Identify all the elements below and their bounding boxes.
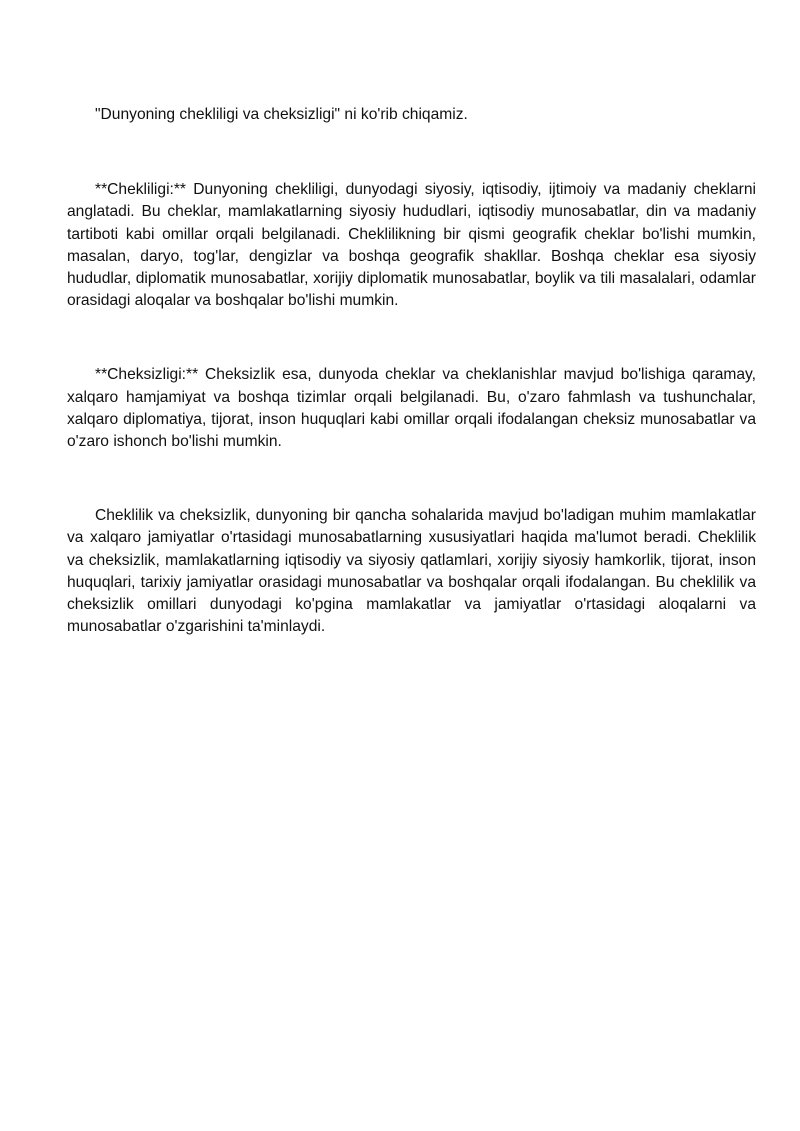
intro-line: "Dunyoning chekliligi va cheksizligi" ni ko'rib chiqamiz. (95, 106, 468, 123)
paragraph-conclusion: Cheklilik va cheksizlik, dunyoning bir qancha sohalarida mavjud bo'ladigan muhim mamlakatlar va xalqaro jamiyatlar o'rtasidagi munosabatlarning xususiyatlari haqida ma'lumot beradi. Cheklilik va cheksizlik, mamlakatlarning iqtisodiy va siyosiy qatlamlari, xorijiy siyosiy hamkorlik, tijorat, inson huquqlari, tarixiy jamiyatlar orasidagi munosabatlar va boshqalar orqali ifodalangan. Bu cheklilik va cheksizlik omillari dunyodagi ko'pgina mamlakatlar va jamiyatlar o'rtasidagi aloqalarni va munosabatlar o'zgarishini ta'minlaydi. (67, 507, 756, 636)
document-body (67, 104, 756, 638)
paragraph-cheksizligi: **Cheksizligi:** Cheksizlik esa, dunyoda cheklar va cheklanishlar mavjud bo'lishiga qaramay, xalqaro hamjamiyat va boshqa tizimlar orqali belgilanadi. Bu, o'zaro fahmlash va tushunchalar, xalqaro diplomatiya, tijorat, inson huquqlari kabi omillar orqali ifodalangan cheksiz munosabatlar va o'zaro ishonch bo'lishi mumkin. (67, 366, 756, 451)
paragraph-chekliligi: **Chekliligi:** Dunyoning chekliligi, dunyodagi siyosiy, iqtisodiy, ijtimoiy va madaniy cheklarni anglatadi. Bu cheklar, mamlakatlarning siyosiy hududlari, iqtisodiy munosabatlar, din va madaniy tartiboti kabi omillar orqali belgilanadi. Cheklilikning bir qismi geografik cheklar bo'lishi mumkin, masalan, daryo, tog'lar, dengizlar va boshqa geografik shakllar. Boshqa cheklar esa siyosiy hududlar, diplomatik munosabatlar, xorijiy diplomatik munosabatlar, boylik va tili masalalari, odamlar orasidagi aloqalar va boshqalar bo'lishi mumkin. (67, 181, 756, 310)
